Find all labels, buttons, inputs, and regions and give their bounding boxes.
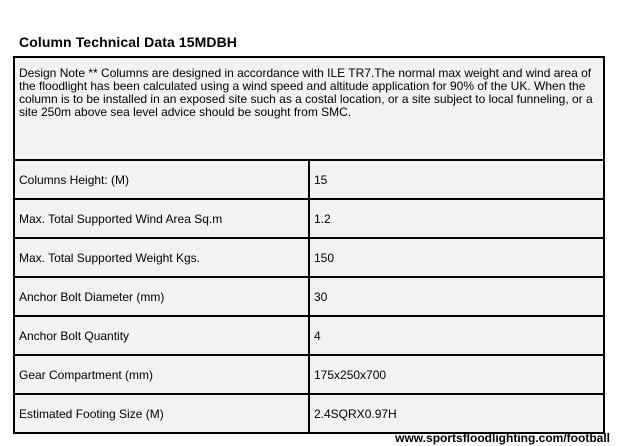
table-row	[14, 160, 604, 199]
row-label-column-height: Columns Height: (M)	[14, 160, 309, 199]
table-row	[14, 238, 604, 277]
design-note-row	[14, 57, 604, 160]
row-label-anchor-bolt-diameter: Anchor Bolt Diameter (mm)	[14, 277, 309, 316]
design-note: Design Note ** Columns are designed in accordance with ILE TR7.The normal max weight and wind area of the floodlight has been calculated using a wind speed and altitude application for 90% of the UK. When the column is to be installed in an exposed site such as a costal location, or a site subject to local funneling, or a site 250m above sea level advice should be sought from SMC.	[14, 57, 604, 160]
table-row	[14, 277, 604, 316]
table-row	[14, 316, 604, 355]
table-row	[14, 199, 604, 238]
row-label-supported-weight: Max. Total Supported Weight Kgs.	[14, 238, 309, 277]
row-label-wind-area: Max. Total Supported Wind Area Sq.m	[14, 199, 309, 238]
row-value-footing-size: 2.4SQRX0.97H	[309, 394, 604, 433]
row-label-footing-size: Estimated Footing Size (M)	[14, 394, 309, 433]
row-value-wind-area: 1.2	[309, 199, 604, 238]
technical-data-table	[13, 56, 605, 434]
row-value-anchor-bolt-quantity: 4	[309, 316, 604, 355]
row-label-gear-compartment: Gear Compartment (mm)	[14, 355, 309, 394]
row-value-column-height: 15	[309, 160, 604, 199]
table-row	[14, 355, 604, 394]
table-row	[14, 394, 604, 433]
footer-website-url: www.sportsfloodlighting.com/football	[395, 431, 610, 445]
row-value-supported-weight: 150	[309, 238, 604, 277]
document-title: Column Technical Data 15MDBH	[19, 34, 238, 50]
row-label-anchor-bolt-quantity: Anchor Bolt Quantity	[14, 316, 309, 355]
row-value-anchor-bolt-diameter: 30	[309, 277, 604, 316]
row-value-gear-compartment: 175x250x700	[309, 355, 604, 394]
